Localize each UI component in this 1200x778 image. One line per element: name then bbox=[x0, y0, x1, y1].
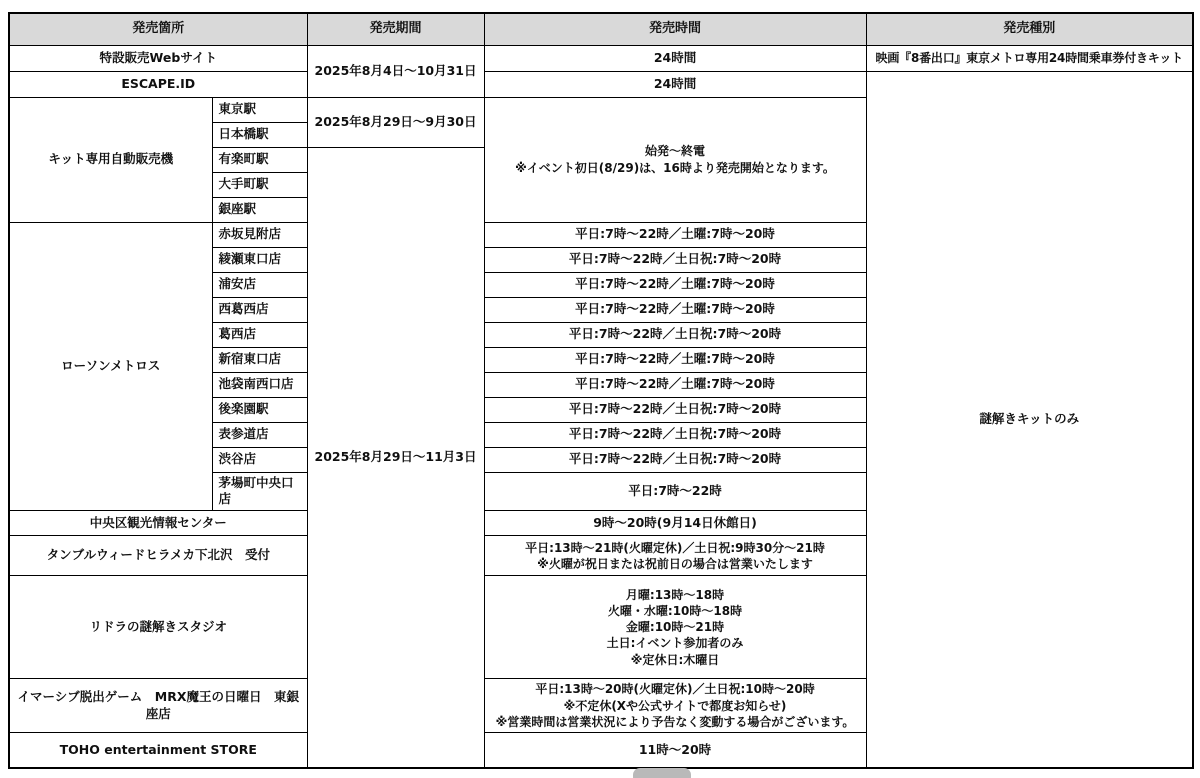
hours-line: ※不定休(Xや公式サイトで都度お知らせ) bbox=[563, 698, 787, 713]
store-hours-7: 平日:7時〜22時／土日祝:7時〜20時 bbox=[484, 397, 866, 422]
store-name-8: 表参道店 bbox=[212, 422, 307, 447]
period-main: 2025年8月29日〜11月3日 bbox=[307, 147, 484, 768]
store-name-0: 赤坂見附店 bbox=[212, 222, 307, 247]
hours-riddler-studio bbox=[484, 576, 866, 679]
hours-line: ※定休日:木曜日 bbox=[630, 652, 720, 667]
station-yurakucho: 有楽町駅 bbox=[212, 147, 307, 172]
station-ginza: 銀座駅 bbox=[212, 197, 307, 222]
header-hours: 発売時間 bbox=[484, 13, 866, 45]
table-row bbox=[9, 71, 1193, 97]
store-name-7: 後楽園駅 bbox=[212, 397, 307, 422]
hours-escape-id: 24時間 bbox=[484, 71, 866, 97]
hours-line: 9時〜20時(9月14日休館日) bbox=[593, 514, 757, 530]
hours-tumbleweed bbox=[484, 536, 866, 576]
hours-line: ※火曜が祝日または祝前日の場合は営業いたします bbox=[537, 556, 813, 571]
hours-web: 24時間 bbox=[484, 45, 866, 71]
location-web-site: 特設販売Webサイト bbox=[9, 45, 307, 71]
header-row bbox=[9, 13, 1193, 45]
store-hours-8: 平日:7時〜22時／土日祝:7時〜20時 bbox=[484, 422, 866, 447]
store-hours-9: 平日:7時〜22時／土日祝:7時〜20時 bbox=[484, 447, 866, 472]
store-hours-4: 平日:7時〜22時／土日祝:7時〜20時 bbox=[484, 322, 866, 347]
store-name-5: 新宿東口店 bbox=[212, 347, 307, 372]
period-vending-early: 2025年8月29日〜9月30日 bbox=[307, 97, 484, 147]
video-scrubber-artifact bbox=[633, 768, 691, 778]
hours-line: 土日:イベント参加者のみ bbox=[606, 636, 744, 651]
store-hours-5: 平日:7時〜22時／土曜:7時〜20時 bbox=[484, 347, 866, 372]
hours-vending-line-1: 始発〜終電 bbox=[645, 144, 706, 159]
hours-immersive-escape-game bbox=[484, 679, 866, 733]
location-escape-id: ESCAPE.ID bbox=[9, 71, 307, 97]
station-tokyo: 東京駅 bbox=[212, 97, 307, 122]
hours-line: 金曜:10時〜21時 bbox=[625, 620, 725, 635]
store-name-3: 西葛西店 bbox=[212, 297, 307, 322]
store-hours-3: 平日:7時〜22時／土曜:7時〜20時 bbox=[484, 297, 866, 322]
sales-table bbox=[8, 12, 1194, 769]
hours-line: 平日:13時〜20時(火曜定休)／土日祝:10時〜20時 bbox=[535, 682, 815, 697]
hours-vending-line-2: ※イベント初日(8/29)は、16時より発売開始となります。 bbox=[515, 160, 835, 175]
store-name-2: 浦安店 bbox=[212, 272, 307, 297]
hours-line: 火曜・水曜:10時〜18時 bbox=[607, 603, 743, 618]
store-hours-10: 平日:7時〜22時 bbox=[484, 472, 866, 511]
location-lawson-metros: ローソンメトロス bbox=[9, 222, 212, 511]
store-hours-2: 平日:7時〜22時／土曜:7時〜20時 bbox=[484, 272, 866, 297]
location-riddler-studio: リドラの謎解きスタジオ bbox=[9, 576, 307, 679]
location-toho-entertainment-store: TOHO entertainment STORE bbox=[9, 733, 307, 768]
store-hours-6: 平日:7時〜22時／土曜:7時〜20時 bbox=[484, 372, 866, 397]
header-period: 発売期間 bbox=[307, 13, 484, 45]
hours-toho-store bbox=[484, 733, 866, 768]
hours-line: 11時〜20時 bbox=[638, 741, 712, 757]
store-name-9: 渋谷店 bbox=[212, 447, 307, 472]
location-chuo-tourist-center: 中央区観光情報センター bbox=[9, 511, 307, 536]
store-hours-0: 平日:7時〜22時／土曜:7時〜20時 bbox=[484, 222, 866, 247]
store-hours-1: 平日:7時〜22時／土日祝:7時〜20時 bbox=[484, 247, 866, 272]
period-web: 2025年8月4日〜10月31日 bbox=[307, 45, 484, 97]
location-tumbleweed-shimokitazawa: タンブルウィードヒラメカ下北沢 受付 bbox=[9, 536, 307, 576]
hours-line: 月曜:13時〜18時 bbox=[625, 587, 725, 602]
hours-chuo-tourist-center bbox=[484, 511, 866, 536]
store-name-10: 茅場町中央口店 bbox=[212, 472, 307, 511]
hours-line: 平日:13時〜21時(火曜定休)／土日祝:9時30分〜21時 bbox=[525, 540, 825, 555]
hours-vending bbox=[484, 97, 866, 222]
type-kit-with-ticket: 映画『8番出口』東京メトロ専用24時間乗車券付きキット bbox=[866, 45, 1193, 71]
store-name-4: 葛西店 bbox=[212, 322, 307, 347]
header-type: 発売種別 bbox=[866, 13, 1193, 45]
station-otemachi: 大手町駅 bbox=[212, 172, 307, 197]
store-name-1: 綾瀬東口店 bbox=[212, 247, 307, 272]
location-immersive-escape-game: イマーシブ脱出ゲーム MRX魔王の日曜日 東銀座店 bbox=[9, 679, 307, 733]
table-row bbox=[9, 45, 1193, 71]
location-vending-machine: キット専用自動販売機 bbox=[9, 97, 212, 222]
type-kit-only: 謎解きキットのみ bbox=[866, 71, 1193, 768]
store-name-6: 池袋南西口店 bbox=[212, 372, 307, 397]
header-location: 発売箇所 bbox=[9, 13, 307, 45]
hours-line: ※営業時間は営業状況により予告なく変動する場合がございます。 bbox=[495, 714, 855, 729]
station-nihombashi: 日本橋駅 bbox=[212, 122, 307, 147]
